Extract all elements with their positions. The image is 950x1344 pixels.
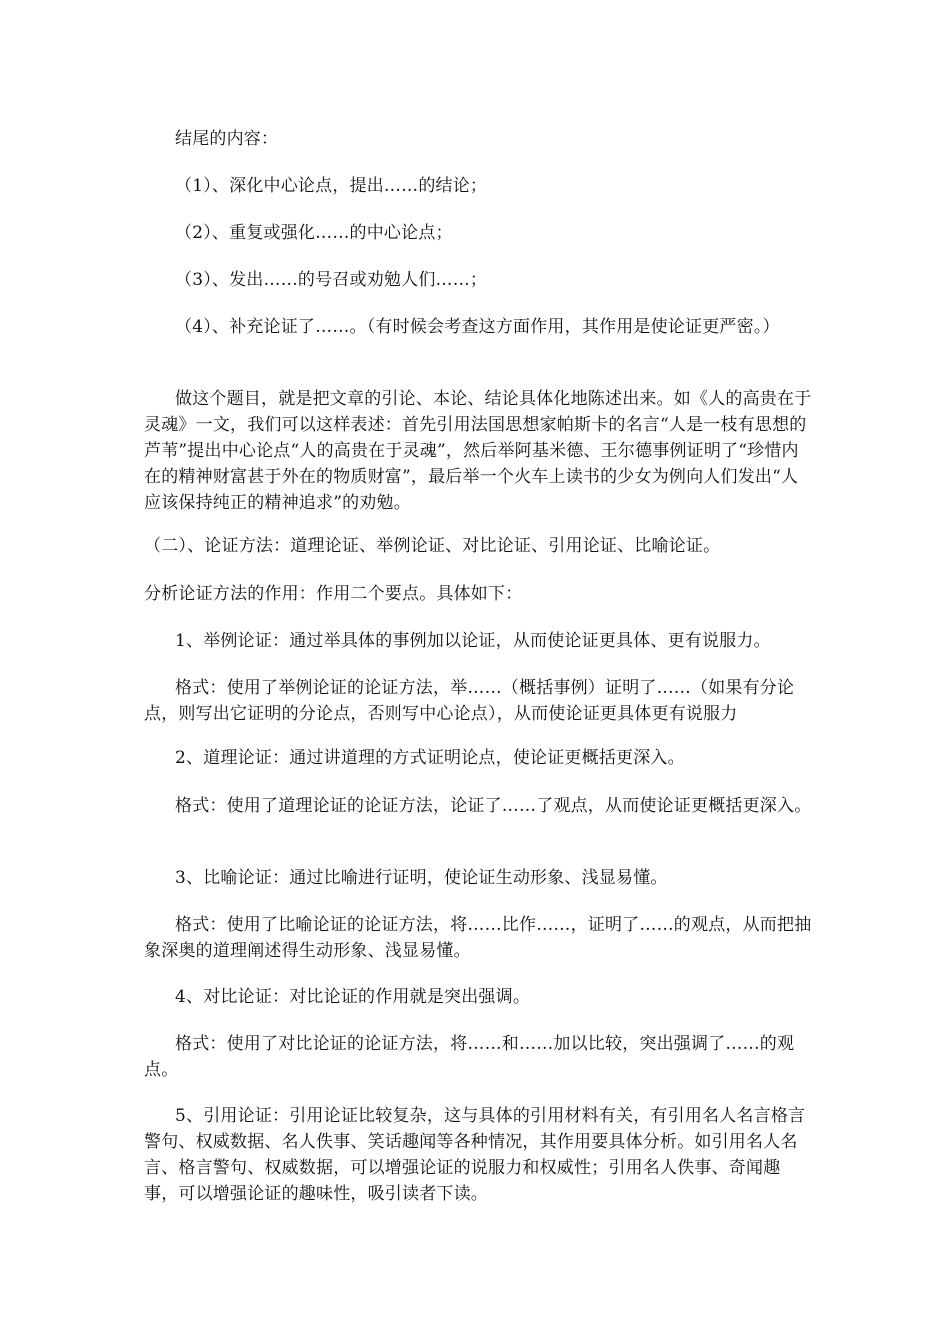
example-paragraph: 做这个题目，就是把文章的引论、本论、结论具体化地陈述出来。如《人的高贵在于灵魂》一文，我们可以这样表述：首先引用法国思想家帕斯卡的名言“人是一枝有思想的芦苇”提出中心论点“人的高贵在于灵魂”，然后举阿基米德、王尔德事例证明了“珍惜内在的精神财富甚于外在的物质财富”，最后举一个火车上读书的少女为例向人们发出“人应该保持纯正的精神追求”的劝勉。 xyxy=(144,389,812,513)
list-item-3: （3）、发出……的号召或劝勉人们……； xyxy=(175,270,488,290)
methods-intro: 分析论证方法的作用：作用二个要点。具体如下： xyxy=(144,584,523,604)
method-3-metaphor: 3、比喻论证：通过比喻进行证明，使论证生动形象、浅显易懂。 xyxy=(175,868,668,888)
list-item-2: （2）、重复或强化……的中心论点； xyxy=(175,223,453,243)
method-3-format: 格式：使用了比喻论证的论证方法，将……比作……，证明了……的观点，从而把抽象深奥的道理阐述得生动形象、浅显易懂。 xyxy=(144,915,812,961)
list-item-1: （1）、深化中心论点，提出……的结论； xyxy=(175,176,488,196)
method-4-contrast: 4、对比论证：对比论证的作用就是突出强调。 xyxy=(175,987,531,1007)
heading-ending-content: 结尾的内容： xyxy=(175,129,279,149)
method-1-example: 1、举例论证：通过举具体的事例加以论证，从而使论证更具体、更有说服力。 xyxy=(175,631,771,651)
method-1-format: 格式：使用了举例论证的论证方法，举……（概括事例）证明了……（如果有分论点，则写出它证明的分论点，否则写中心论点），从而使论证更具体更有说服力 xyxy=(144,678,795,724)
section-heading-methods: （二）、论证方法：道理论证、举例论证、对比论证、引用论证、比喻论证。 xyxy=(144,536,721,556)
method-2-reasoning: 2、道理论证：通过讲道理的方式证明论点，使论证更概括更深入。 xyxy=(175,748,685,768)
method-5-citation: 5、引用论证：引用论证比较复杂，这与具体的引用材料有关，有引用名人名言格言警句、权威数据、名人佚事、笑话趣闻等各种情况，其作用要具体分析。如引用名人名言、格言警句、权威数据，可以增强论证的说服力和权威性；引用名人佚事、奇闻趣事，可以增强论证的趣味性，吸引读者下读。 xyxy=(144,1106,806,1204)
method-2-format: 格式：使用了道理论证的论证方法，论证了……了观点，从而使论证更概括更深入。 xyxy=(175,796,812,816)
list-item-4: （4）、补充论证了……。（有时候会考查这方面作用，其作用是使论证更严密。） xyxy=(175,317,780,337)
method-4-format: 格式：使用了对比论证的论证方法，将……和……加以比较，突出强调了……的观点。 xyxy=(144,1034,795,1080)
